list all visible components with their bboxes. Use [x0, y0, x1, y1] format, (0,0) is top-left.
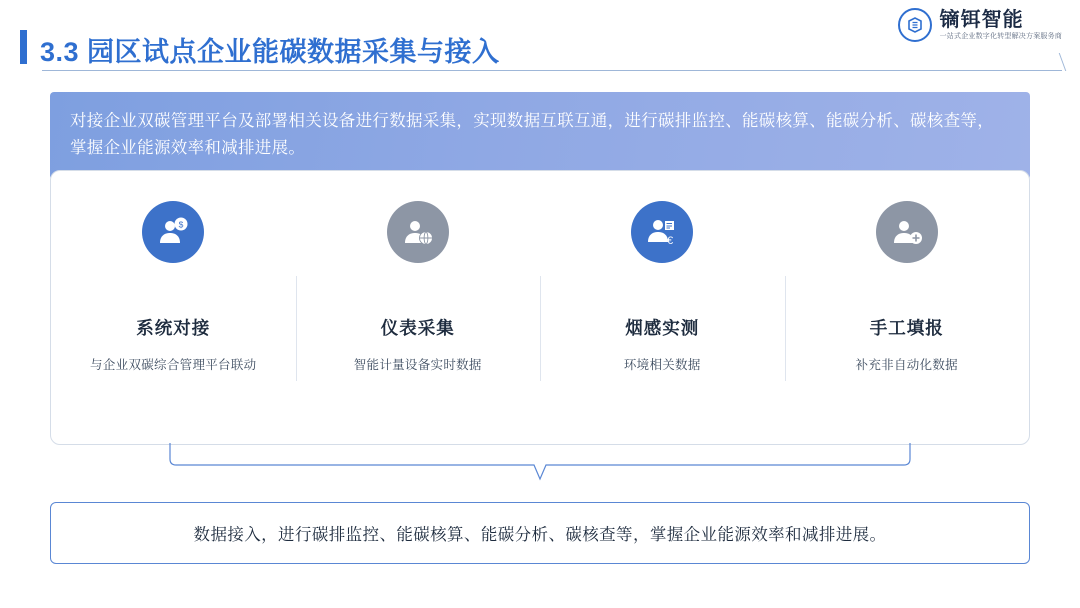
method-desc: 补充非自动化数据 — [855, 358, 958, 372]
logo-tagline: 一站式企业数字化转型解决方案服务商 — [939, 33, 1062, 41]
svg-text:€: € — [667, 235, 674, 247]
logo-name: 镝铒智能 — [939, 9, 1024, 32]
page-header — [0, 0, 1080, 78]
method-desc: 智能计量设备实时数据 — [353, 358, 482, 372]
user-money-icon — [142, 201, 204, 263]
conclusion-banner: 数据接入，进行碳排监控、能碳核算、能碳分析、碳核查等，掌握企业能源效率和减排进展。 — [50, 502, 1030, 564]
method-title: 手工填报 — [869, 318, 944, 338]
intro-banner: 对接企业双碳管理平台及部署相关设备进行数据采集，实现数据互联互通，进行碳排监控、能碳核算、能碳分析、碳核查等，掌握企业能源效率和减排进展。 — [50, 92, 1030, 180]
method-title: 仪表采集 — [380, 318, 455, 338]
method-column-meter[interactable] — [296, 171, 541, 444]
title-accent-bar — [20, 30, 27, 64]
svg-text:$: $ — [178, 219, 184, 230]
method-desc: 与企业双碳综合管理平台联动 — [90, 358, 257, 372]
title-divider — [42, 70, 1062, 71]
logo-text — [940, 9, 1062, 41]
method-column-smoke[interactable] — [540, 171, 785, 444]
brand-logo — [898, 8, 1062, 42]
method-title: 烟感实测 — [625, 318, 700, 338]
page-title: 3.3 园区试点企业能碳数据采集与接入 — [40, 37, 500, 67]
methods-card — [50, 170, 1030, 445]
method-desc: 环境相关数据 — [623, 358, 701, 372]
method-column-system[interactable] — [51, 171, 296, 444]
bracket-connector — [50, 443, 1030, 503]
user-euro-icon — [631, 201, 693, 263]
method-title: 系统对接 — [136, 318, 211, 338]
user-globe-icon — [387, 201, 449, 263]
logo-mark-icon — [898, 8, 932, 42]
user-add-icon — [876, 201, 938, 263]
method-column-manual[interactable] — [785, 171, 1030, 444]
